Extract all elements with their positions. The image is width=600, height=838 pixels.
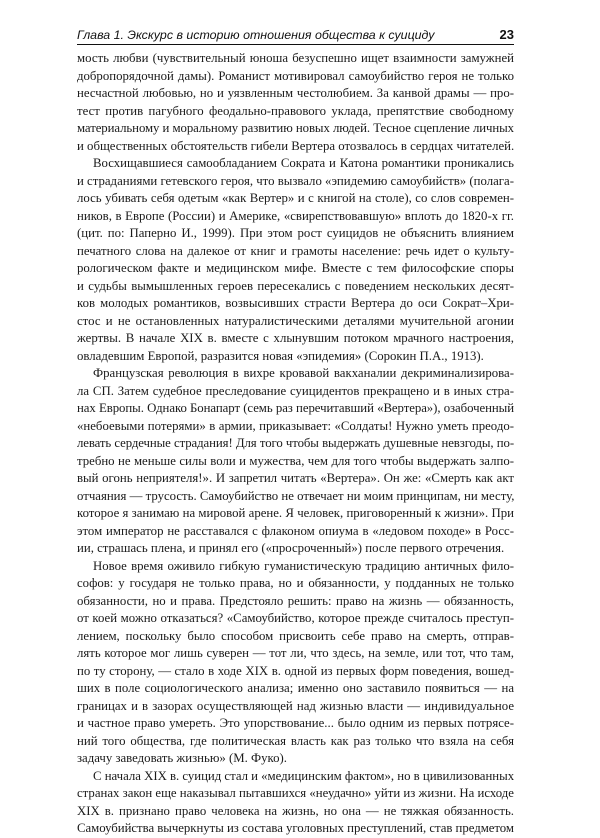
text-line: требно не меньше силы воли и мужества, чем для того чтобы выдержать залпо- — [77, 453, 514, 468]
text-line: и частное право умереть. Это упорствование... было одним из первых потрясе- — [77, 716, 514, 730]
paragraph-first-line: Восхищавшиеся самообладанием Сократа и Катона романтики проникались — [93, 156, 514, 170]
text-line: лением, поскольку было способом присвоить себе право на смерть, отправ- — [77, 628, 514, 643]
text-line: этом император не расставался с флаконом опиума в «ледовом походе» в Росс- — [77, 523, 514, 538]
paragraph-first-line: С начала XIX в. суицид стал и «медицинским фактом», но в цивилизованных — [93, 768, 515, 783]
text-line: лять которое мог лишь суверен — тот ли, что здесь, на земле, или тот, что там, — [77, 646, 514, 660]
page-number: 23 — [499, 27, 514, 42]
text-line: странах закон еще наказывал пытавшихся «неудачно» уйти из жизни. На исходе — [77, 786, 514, 800]
text-line: материальному и моральному развитию новых людей. Тесное сцепление личных — [77, 121, 514, 135]
text-line: добропорядочной дамы). Романист мотивировал самоубийство героя не только — [77, 68, 514, 83]
text-line: границах и в зазорах осуществляющей над жизнью власти — индивидуальное — [77, 698, 514, 713]
text-line: стос и не остановленных натуралистическими деталями мучительной агонии — [77, 313, 514, 328]
paragraph-first-line: Новое время оживило гибкую гуманистическую традицию античных фило- — [93, 558, 514, 573]
text-line: задачу заведовать жизнью» (М. Фуко). — [77, 751, 287, 765]
text-line: мость любви (чувствительный юноша безуспешно ищет взаимности замужней — [77, 51, 514, 65]
text-line: рологическом факте и медицинском мифе. Вместе с тем философские споры — [77, 261, 514, 275]
text-line: XIX в. признано право человека на жизнь, но она — не тяжкая обязанность. — [77, 803, 514, 818]
text-line: ков молодых романтиков, возвысивших страсти Вертера до оси Сократ–Хри- — [77, 296, 514, 310]
text-line: по ту сторону, — стало в ходе XIX в. одной из первых форм поведения, вошед- — [77, 663, 514, 678]
text-line: ний того общества, где политическая власть как раз только что взяла на себя — [77, 733, 514, 748]
text-line: отчаяния — трусость. Самоубийство не отвечает ни моим принципам, ни месту, — [77, 488, 515, 503]
text-line: и страданиями гетевского героя, что вызвало «эпидемию самоубийств» (полага- — [77, 173, 514, 188]
text-line: (цит. по: Паперно И., 1999). При этом рост суицидов не объяснить влиянием — [77, 226, 514, 240]
text-line: нах Европы. Однако Бонапарт (семь раз перечитавший «Вертера»), озабоченный — [77, 401, 514, 415]
text-line: софов: у государя не только права, но и обязанности, у подданных не только — [77, 576, 514, 590]
text-line: которое я занимаю на мировой арене. Я человек, приговоренный к жизни». При — [77, 506, 514, 520]
text-line: обязанности, но и права. Предстояло решить: право на жизнь — обязанность, — [77, 593, 514, 608]
text-line: несчастной любовью, но и уязвленным честолюбием. За канвой драмы — про- — [77, 86, 514, 100]
text-line: ников, в Европе (России) и Америке, «свирепствовавшую» вплоть до 1820-х гг. — [77, 208, 514, 223]
text-line: от коей можно отказаться? «Самоубийство, которое прежде считалось преступ- — [77, 611, 514, 625]
text-line: ших в поле социологического анализа; именно оно заставило появиться — на — [77, 681, 514, 695]
text-line: овладевшим Европой, разразится новая «эпидемия» (Сорокин П.А., 1913). — [77, 348, 484, 363]
text-line: ии, страшась плена, и принял его («просроченный») после первого отречения. — [77, 541, 505, 555]
text-line: «небоевыми потерями» в армии, приказывает: «Солдаты! Нужно уметь преодо- — [77, 418, 514, 433]
running-header — [77, 27, 514, 42]
text-line: Самоубийства вычеркнуты из состава уголовных преступлений, став предметом — [77, 821, 514, 835]
text-line: и судьбы вымышленных героев пересекались с поведением нескольких десят- — [77, 278, 514, 293]
text-line: вый огонь неприятеля!». И запретил читать «Вертера». Он же: «Смерть как акт — [77, 471, 514, 485]
text-line: печатного слова на далекое от книг и грамоты население: речь идет о культу- — [77, 243, 514, 258]
body-text — [77, 50, 514, 838]
text-line: ла СП. Затем судебное преследование суицидентов прекращено и в иных стра- — [77, 383, 514, 398]
paragraph-first-line: Французская революция в вихре кровавой вакханалии декриминализирова- — [93, 366, 514, 380]
text-line: лось убивать себя одетым «как Вертер» и с книгой на столе), со слов современ- — [77, 191, 514, 205]
header-rule — [77, 44, 514, 45]
text-line: левать сердечные страдания! Для того чтобы выдержать душевные невзгоды, по- — [77, 436, 514, 450]
chapter-title: Глава 1. Экскурс в историю отношения общества к суициду — [77, 28, 435, 42]
text-line: жертвы. В начале XIX в. вместе с хлынувшим потоком мрачного настроения, — [77, 331, 514, 345]
text-line: тест против пагубного феодально-правового уклада, препятствие свободному — [77, 103, 514, 118]
text-line: и общественных обстоятельств гибели Вертера отозвалось в сердцах читателей. — [77, 138, 515, 153]
